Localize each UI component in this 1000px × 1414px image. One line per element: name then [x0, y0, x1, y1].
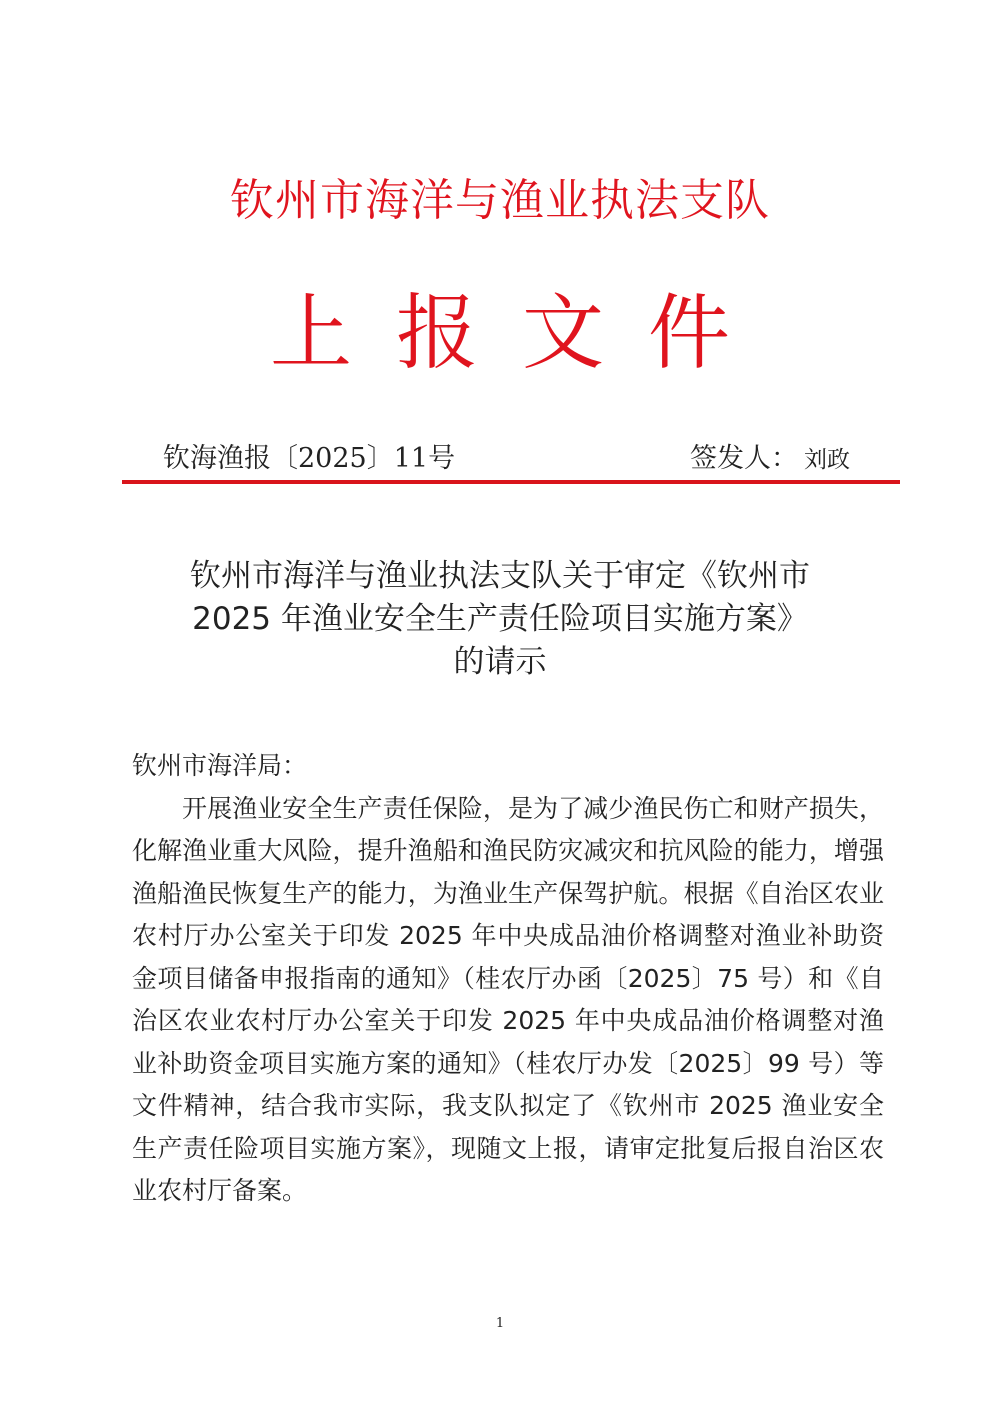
document-body	[132, 745, 884, 1213]
title-line: 2025 年渔业安全生产责任险项目实施方案》	[192, 601, 808, 637]
page-number: 1	[495, 1316, 505, 1331]
signer-name: 刘政	[804, 447, 850, 473]
signer-label: 签发人：	[690, 443, 798, 474]
document-type-heading: 上报文件	[269, 286, 774, 381]
agency-name: 钦州市海洋与渔业执法支队	[230, 175, 770, 226]
addressee: 钦州市海洋局：	[132, 751, 308, 780]
document-number: 钦海渔报〔2025〕11号	[163, 443, 456, 474]
title-line: 的请示	[453, 644, 547, 680]
document-title	[100, 555, 900, 684]
title-line: 钦州市海洋与渔业执法支队关于审定《钦州市	[190, 558, 810, 594]
body-paragraph: 开展渔业安全生产责任保险，是为了减少渔民伤亡和财产损失，化解渔业重大风险，提升渔船和渔民防灾减灾和抗风险的能力，增强渔船渔民恢复生产的能力，为渔业生产保驾护航。根据《自治区农业农村厅办公室关于印发 2025 年中央成品油价格调整对渔业补助资金项目储备申报指南的通知》（桂农厅办函〔2025〕75 号）和《自治区农业农村厅办公室关于印发 2025 年中央成品油价格调整对渔业补助资金项目实施方案的通知》（桂农厅办发〔2025〕99 号）等文件精神，结合我市实际，我支队拟定了《钦州市 2025 渔业安全生产责任险项目实施方案》，现随文上报，请审定批复后报自治区农业农村厅备案。	[132, 793, 884, 1205]
red-divider	[122, 480, 900, 484]
signer	[690, 436, 850, 475]
